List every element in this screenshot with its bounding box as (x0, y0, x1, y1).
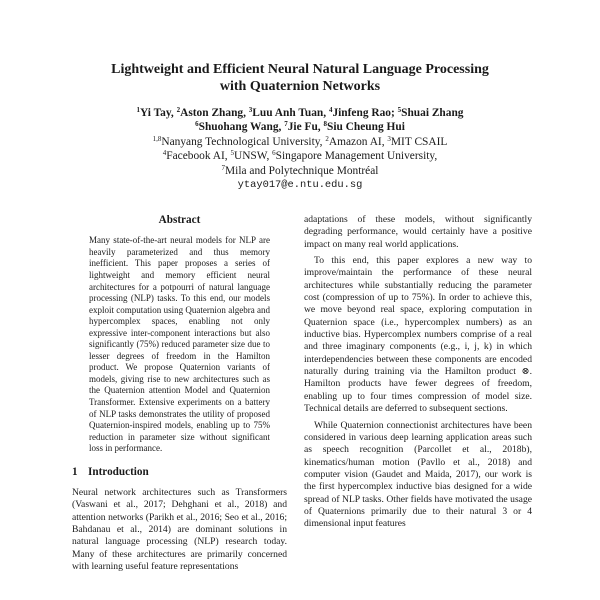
affiliation-superscript: 1,8 (152, 134, 162, 143)
author-superscript: 7 (284, 120, 288, 129)
affiliation-name: Amazon AI, (328, 135, 388, 148)
right-paragraph-2: While Quaternion connectionist architectures have been considered in various deep learning application areas such as speech recognition (Parcollet et al., 2018b), kinematics/human motion (Pavllo et al., 2018) and computer vision (Gaudet and Maida, 2017), our work is the first hypercomplex inductive bias designed for a wide spread of NLP tasks. Other fields have motivated the usage of Quaternions primarily due to their natural 3 or 4 dimensional input features (304, 419, 532, 530)
affiliation-name: Facebook AI, (166, 150, 231, 163)
affiliation-superscript: 5 (230, 149, 234, 158)
title-line-1: Lightweight and Efficient Neural Natural Language Processing (111, 62, 489, 77)
affiliation-superscript: 6 (272, 149, 276, 158)
right-column (304, 214, 532, 531)
section-number: 1 (72, 465, 78, 478)
author-name: Luu Anh Tuan, (252, 107, 329, 119)
affiliation-superscript: 3 (387, 134, 391, 143)
author-name: Siu Cheung Hui (326, 121, 405, 134)
affiliations (60, 135, 540, 178)
affiliation-name: MIT CSAIL (390, 135, 448, 148)
affiliation-line (60, 164, 540, 178)
author-name: Shuohang Wang, (198, 121, 285, 134)
author-name: Jie Fu, (287, 121, 324, 134)
author-names-line-1 (60, 106, 540, 120)
abstract-heading: Abstract (158, 214, 201, 226)
author-superscript: 1 (136, 106, 140, 114)
affiliation-name: UNSW, (233, 150, 273, 163)
affiliation-name: Singapore Management University, (275, 150, 438, 163)
paper-title (60, 61, 540, 95)
affiliation-line (60, 135, 540, 149)
author-name: Shuai Zhang (401, 107, 464, 119)
author-superscript: 8 (323, 120, 327, 129)
section-title: Introduction (88, 465, 149, 478)
author-block (60, 106, 540, 192)
affiliation-superscript: 4 (162, 149, 167, 158)
affiliation-superscript: 2 (325, 134, 329, 143)
author-name: Aston Zhang, (180, 107, 249, 119)
author-superscript: 5 (397, 106, 402, 114)
author-superscript: 2 (176, 106, 181, 114)
left-column (72, 214, 287, 573)
contact-email: ytay017@e.ntu.edu.sg (237, 179, 363, 192)
section-heading-introduction (72, 466, 287, 478)
intro-paragraph-1: Neural network architectures such as Transformers (Vaswani et al., 2017; Dehghani et al., 2018) and attention networks (Parikh et al., 2016; Seo et al., 2016; Bahdanau et al., 2014) are dominant solutions in natural language processing (NLP) research today. Many of these architectures are primarily concerned with learning useful feature representations (72, 487, 287, 573)
right-paragraph-1: To this end, this paper explores a new way to improve/maintain the performance of these neural architectures while substantially reducing the parameter cost (compression of up to 75%). In order to achieve this, we move beyond real space, exploring computation in Quaternion space (i.e., hypercomplex numbers) as an inductive bias. Hypercomplex numbers comprise of a real and three imaginary components (e.g., i, j, k) in which interdependencies between these components are encoded naturally during training via the Hamilton product ⊗. Hamilton products have fewer degrees of freedom, enabling up to four times compression of model size. Technical details are deferred to subsequent sections. (304, 255, 532, 415)
author-superscript: 4 (328, 106, 333, 114)
abstract-text: Many state-of-the-art neural models for NLP are heavily parameterized and thus memory inefficient. This paper proposes a series of lightweight and memory efficient neural architectures for a potpourri of natural language processing (NLP) tasks. To this end, our models exploit computation using Quaternion algebra and hypercomplex spaces, enabling not only expressive inter-component interactions but also significantly (75%) reduced parameter size due to lesser degrees of freedom in the Hamilton product. We propose Quaternion variants of models, giving rise to new architectures such as the Quaternion attention Model and Quaternion Transformer. Extensive experiments on a battery of NLP tasks demonstrates the utility of proposed Quaternion-inspired models, enabling up to 75% reduction in parameter size without significant loss in performance. (89, 235, 270, 454)
affiliation-line (60, 149, 540, 163)
affiliation-name: Nanyang Technological University, (161, 135, 326, 148)
author-name: Yi Tay, (139, 107, 177, 119)
author-superscript: 3 (248, 106, 253, 114)
author-superscript: 6 (195, 120, 199, 129)
right-paragraph-0: adaptations of these models, without significantly degrading performance, would certainly have a positive impact on many real world applications. (304, 214, 532, 250)
affiliation-superscript: 7 (221, 163, 226, 172)
author-name: Jinfeng Rao; (332, 107, 398, 119)
affiliation-name: Mila and Polytechnique Montréal (225, 164, 379, 177)
title-line-2: with Quaternion Networks (219, 79, 381, 94)
author-names-line-2 (60, 120, 540, 134)
